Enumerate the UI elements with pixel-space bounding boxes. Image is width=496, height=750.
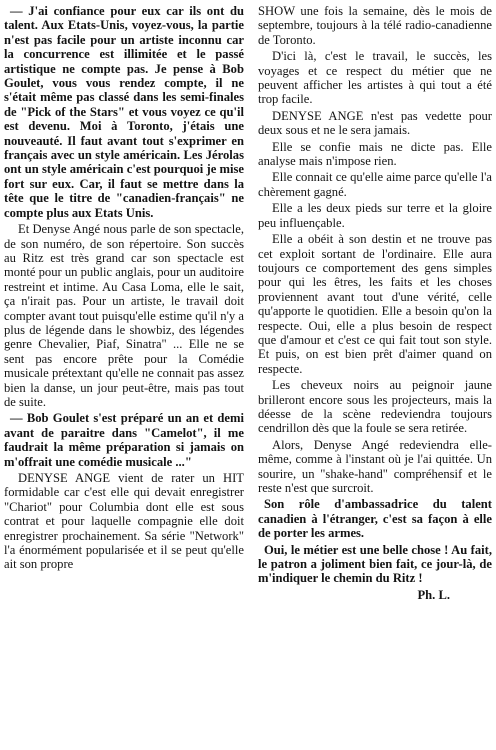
paragraph: — Bob Goulet s'est préparé un an et demi avant de paraitre dans "Camelot", il me faudrait la même préparation si jamais on m'offrait une comédie musicale ..." — [4, 411, 244, 469]
author-signature: Ph. L. — [417, 587, 450, 602]
paragraph: Elle a obéit à son destin et ne trouve pas cet exploit sortant de l'ordinaire. Elle aura toujours ce comportement des gens simples pour qui les êtres, les faits et les choses proviennent avant tout d'une vérité, celle qu'apporte le quotidien. Elle a besoin qu'on la respecte. Oui, elle a plus besoin de respect que d'amour et c'est ce qui fait tout son style. Et puis, on est bien prêt d'aimer quand on respecte. — [258, 232, 492, 376]
paragraph: Elle a les deux pieds sur terre et la gloire peu influençable. — [258, 201, 492, 230]
paragraph: Alors, Denyse Angé redeviendra elle-même, comme à l'instant où je l'ai quittée. Un sourire, un "shake-hand" compréhensif et le reste n'est que surcroit. — [258, 437, 492, 495]
paragraph: Les cheveux noirs au peignoir jaune brilleront encore sous les projecteurs, mais la déesse de la scène redeviendra toujours cendrillon dès que la foule se sera retirée. — [258, 378, 492, 436]
paragraph: D'ici là, c'est le travail, le succès, les voyages et ce respect du métier que ne peuvent afficher les artistes à qui tout a été trop facile. — [258, 49, 492, 107]
paragraph: DENYSE ANGE vient de rater un HIT formidable car c'est elle qui devait enregistrer "Chariot" pour Columbia dont elle est sous contrat et pour laquelle compagnie elle doit enregistrer prochainement. Sa série "Network" l'a énormément popularisée et il se peut qu'elle ait son propre — [4, 471, 244, 572]
paragraph: DENYSE ANGE n'est pas vedette pour deux sous et ne le sera jamais. — [258, 108, 492, 138]
left-column — [4, 4, 244, 574]
paragraph: — J'ai confiance pour eux car ils ont du talent. Aux Etats-Unis, voyez-vous, la partie n'est pas facile pour un artiste inconnu car la concurrence est illimitée et le passé artistique ne compte pas. Je pense à Bob Goulet, vous vous rendez compte, il ne s'était même pas classé dans les semi-finales de "Pick of the Stars" et vous voyez ce qu'il est devenu. Moi à Toronto, j'étais une nouveauté. Il faut avant tout s'exprimer en français avec un style américain. Les Jérolas ont un style américain c'est pourquoi je mise fort sur eux. Car, il faut se mettre dans la tête que le titre de "canadien-français" ne compte plus aux Etats Unis. — [4, 4, 244, 220]
paragraph: Et Denyse Angé nous parle de son spectacle, de son numéro, de son répertoire. Son succès au Ritz est très grand car son spectacle est monté pour un public anglais, pour un auditoire restreint et intime. Au Casa Loma, elle le sait, ça n'irait pas. Pour un artiste, le travail doit compter avant tout puisqu'elle estime qu'il n'y a plus de légende dans le showbiz, des légendes genre Chevalier, Piaf, Sinatra" ... Elle ne se sent pas encore prête pour la Comédie musicale prétextant qu'elle ne connait pas assez bien la danse, un jour peut-être, mais pas tout de suite. — [4, 222, 244, 409]
paragraph: Elle se confie mais ne dicte pas. Elle analyse mais n'impose rien. — [258, 139, 492, 169]
paragraph: SHOW une fois la semaine, dès le mois de septembre, toujours à la télé radio-canadienne de Toronto. — [258, 4, 492, 47]
paragraph: Elle connait ce qu'elle aime parce qu'elle l'a chèrement gagné. — [258, 170, 492, 199]
paragraph: Son rôle d'ambassadrice du talent canadien à l'étranger, c'est sa façon à elle de porter les armes. — [258, 497, 492, 541]
right-column — [258, 4, 492, 604]
paragraph: Oui, le métier est une belle chose ! Au fait, le patron a joliment bien fait, ce jour-là, de m'indiquer le chemin du Ritz ! — [258, 542, 492, 586]
